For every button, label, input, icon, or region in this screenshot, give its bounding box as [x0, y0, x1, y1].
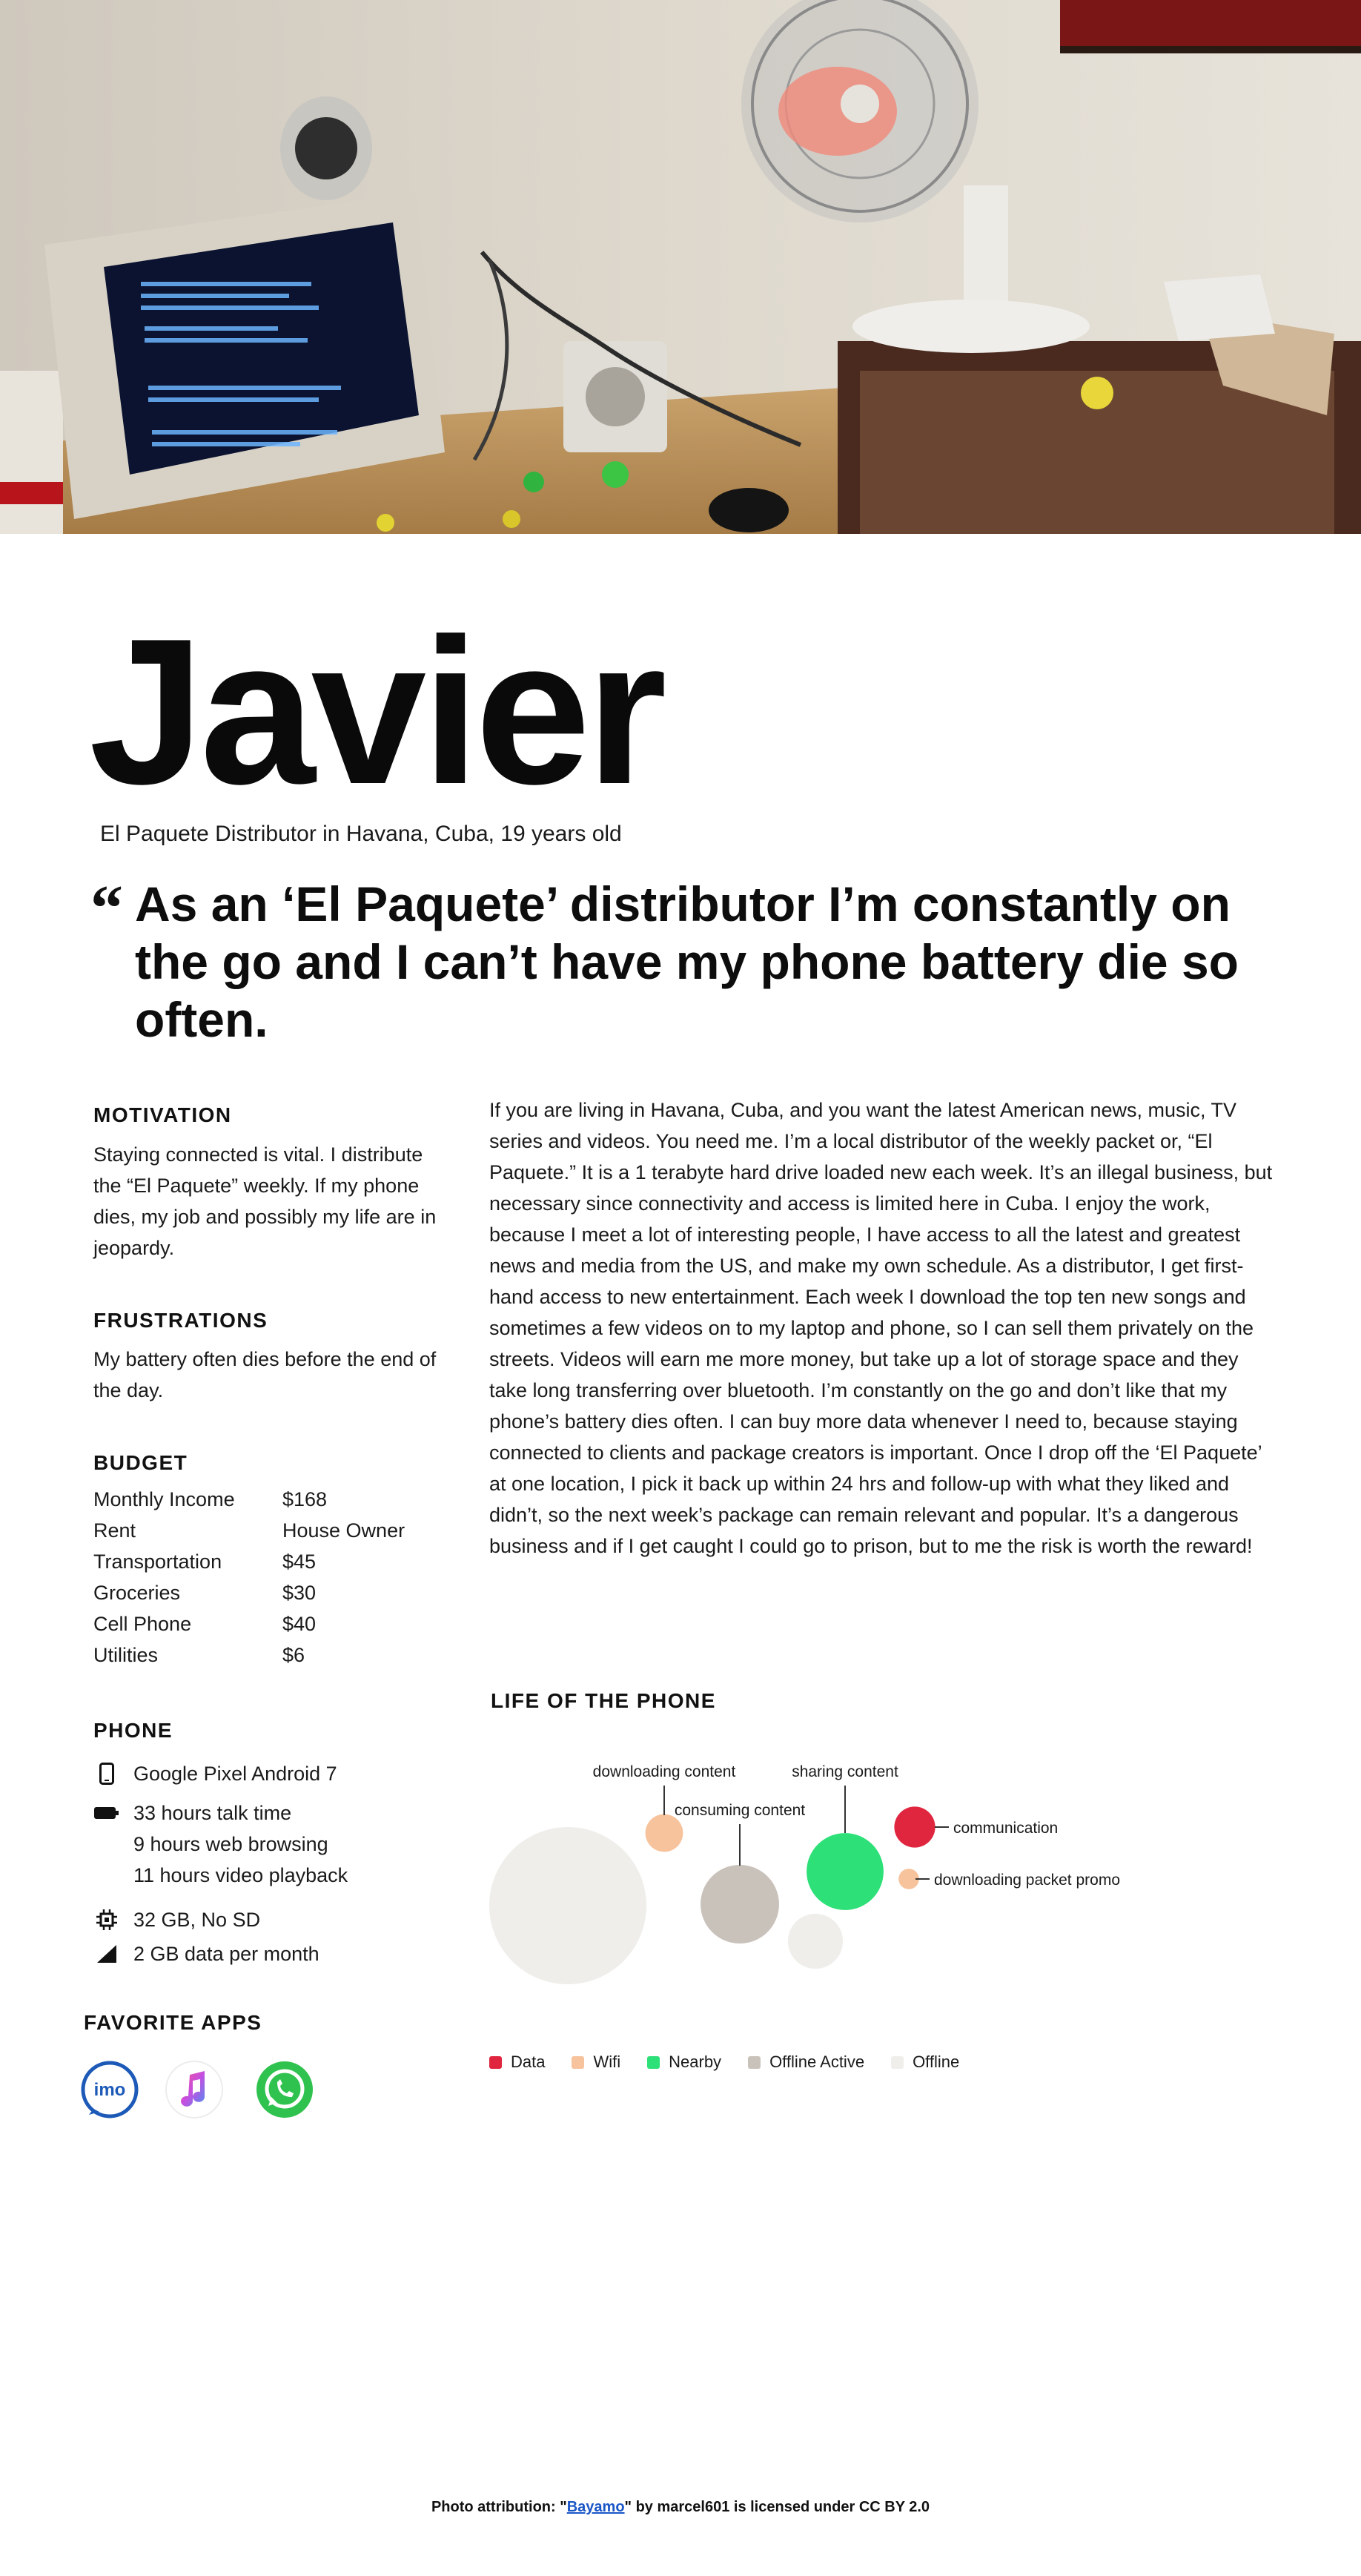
battery-icon	[93, 1797, 120, 1829]
legend-item	[489, 2052, 545, 2072]
hero-photo-illustration	[0, 0, 1361, 534]
budget-label: Utilities	[93, 1643, 159, 1666]
photo-attribution	[0, 2499, 1361, 2516]
bubble-nearby	[807, 1833, 884, 1910]
legend-item	[647, 2052, 721, 2072]
attribution-suffix: " by marcel601 is licensed under CC BY 2.0	[624, 2499, 930, 2515]
bubble-label: consuming content	[674, 1802, 806, 1819]
legend-item	[891, 2052, 959, 2072]
signal-icon	[93, 1938, 120, 1969]
bubble-wifi	[646, 1814, 683, 1852]
life-of-phone-heading: LIFE OF THE PHONE	[491, 1689, 716, 1712]
chart-legend	[489, 2052, 959, 2072]
bubble-offline	[788, 1914, 843, 1969]
hero-photo	[0, 0, 1361, 534]
whatsapp-app-icon[interactable]	[255, 2060, 314, 2119]
budget-label: Monthly Income	[93, 1487, 235, 1510]
budget-value: $30	[282, 1581, 317, 1604]
motivation-text: Staying connected is vital. I distribute the “El Paquete” weekly. If my phone dies, my job and possibly my life are in jeopardy.	[93, 1143, 437, 1259]
budget-value: House Owner	[282, 1519, 405, 1542]
budget-value: $45	[282, 1550, 317, 1573]
bubble-label: downloading packet promo	[934, 1872, 1120, 1889]
phone-heading: PHONE	[93, 1719, 173, 1742]
music-app-icon[interactable]	[165, 2060, 224, 2119]
persona-quote: As an ‘El Paquete’ distributor I’m constantly on the go and I can’t have my phone battery die so often.	[135, 876, 1239, 1047]
persona-story: If you are living in Havana, Cuba, and you want the latest American news, music, TV series and videos. You need me. I’m a local distributor of the weekly packet or, “El Paquete.” It is a 1 terabyte hard drive loaded new each week. It’s an illegal business, but necessary since connectivity and access is limited here in Cuba. I enjoy the work, because I meet a lot of interesting people, I have access to all the latest and greatest news and media from the US, and make my own schedule. As a distributor, I get first-hand access to new entertainment. Each week I download the top ten new songs and sometimes a few videos on to my laptop and phone, so I can sell them privately on the streets. Videos will earn me more money, but take up a lot of storage space and they take long transferring over bluetooth. I’m constantly on the go and don’t like that my phone’s battery dies often. I can buy more data whenever I need to, because staying connected to clients and package creators is important. Once I drop off the ‘El Paquete’ at one location, I pick it back up within 24 hrs and follow-up with what they liked and didn’t, so the next week’s package can remain relevant and popular. It’s a dangerous business and if I get caught I could go to prison, but to me the risk is worth the reward!	[489, 1099, 1273, 1557]
budget-label: Cell Phone	[93, 1612, 192, 1635]
phone-talk-time: 33 hours talk time	[133, 1802, 292, 1824]
phone-web-browsing: 9 hours web browsing	[133, 1833, 328, 1855]
persona-name: Javier	[89, 596, 663, 828]
budget-label: Rent	[93, 1519, 136, 1542]
favorite-apps-heading: FAVORITE APPS	[84, 2011, 262, 2034]
quote-mark: “	[90, 873, 123, 945]
budget-row	[93, 1577, 405, 1608]
phone-data-plan: 2 GB data per month	[133, 1943, 319, 1965]
bubble-offline-active	[701, 1865, 779, 1943]
phone-storage: 32 GB, No SD	[133, 1909, 261, 1931]
legend-label: Data	[511, 2052, 546, 2071]
bubble-label: sharing content	[792, 1763, 898, 1780]
bubble-data	[894, 1806, 935, 1847]
legend-item	[748, 2052, 864, 2072]
persona-subtitle: El Paquete Distributor in Havana, Cuba, 19 years old	[100, 822, 622, 846]
legend-swatch	[647, 2056, 660, 2069]
budget-row	[93, 1639, 405, 1671]
smartphone-icon	[93, 1758, 120, 1789]
legend-label: Wifi	[593, 2052, 621, 2071]
legend-swatch	[489, 2056, 502, 2069]
phone-video-playback: 11 hours video playback	[133, 1864, 348, 1886]
legend-swatch	[572, 2056, 584, 2069]
budget-row	[93, 1608, 405, 1639]
budget-value: $168	[282, 1487, 328, 1510]
budget-row	[93, 1515, 405, 1546]
budget-row	[93, 1546, 405, 1577]
frustrations-text: My battery often dies before the end of the day.	[93, 1348, 437, 1401]
attribution-link[interactable]: Bayamo	[566, 2499, 625, 2515]
budget-row	[93, 1484, 405, 1515]
legend-label: Offline	[913, 2052, 960, 2071]
budget-label: Groceries	[93, 1581, 181, 1604]
budget-table	[93, 1484, 405, 1671]
budget-value: $6	[282, 1643, 305, 1666]
budget-heading: BUDGET	[93, 1451, 188, 1474]
bubble-label: downloading content	[592, 1763, 736, 1780]
phone-device: Google Pixel Android 7	[133, 1763, 337, 1785]
legend-label: Nearby	[669, 2052, 722, 2071]
imo-app-icon[interactable]	[80, 2060, 139, 2119]
legend-item	[572, 2052, 620, 2072]
imo-app-label: imo	[93, 2080, 126, 2100]
bubble-offline	[489, 1827, 646, 1984]
legend-swatch	[891, 2056, 904, 2069]
attribution-prefix: Photo attribution: "	[431, 2499, 567, 2515]
frustrations-heading: FRUSTRATIONS	[93, 1309, 268, 1332]
legend-label: Offline Active	[769, 2052, 865, 2071]
chip-icon	[93, 1904, 120, 1935]
budget-value: $40	[282, 1612, 317, 1635]
legend-swatch	[748, 2056, 761, 2069]
bubble-label: communication	[953, 1820, 1059, 1837]
life-of-phone-chart	[474, 1750, 1216, 1995]
budget-label: Transportation	[93, 1550, 222, 1573]
motivation-heading: MOTIVATION	[93, 1103, 232, 1126]
